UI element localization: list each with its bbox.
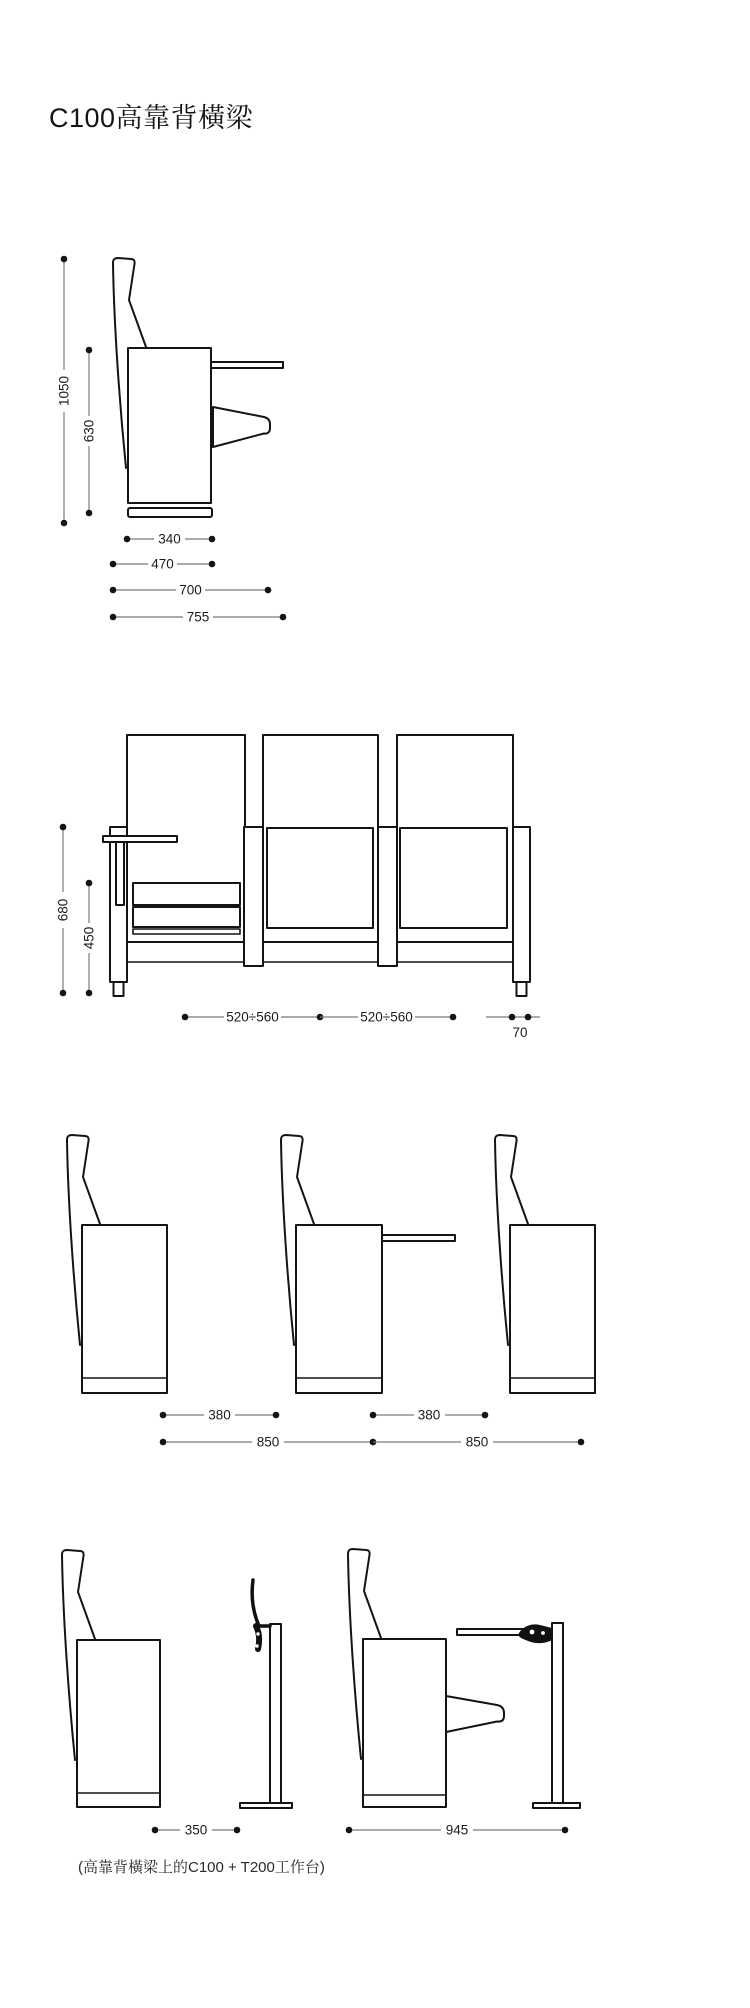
seat-body xyxy=(510,1225,595,1393)
dim-open-depth xyxy=(346,1823,569,1838)
worktable-support xyxy=(116,842,124,905)
dim-label-380b: 380 xyxy=(417,1407,441,1423)
seat-pan-middle xyxy=(267,828,373,928)
dim-label-630: 630 xyxy=(81,419,97,443)
leg-right xyxy=(513,827,530,982)
seat-folded-drawing xyxy=(62,1550,160,1807)
figure-row-spacing xyxy=(40,1130,600,1460)
seat-a-drawing xyxy=(67,1135,167,1393)
dim-seat-top-height xyxy=(82,347,97,517)
row-front-drawing xyxy=(103,735,530,996)
worktable-folded-blade xyxy=(252,1580,259,1626)
dim-clearance-1 xyxy=(160,1408,280,1423)
dim-label-700: 700 xyxy=(179,582,202,598)
seat-body xyxy=(82,1225,167,1393)
armrest-post-2 xyxy=(378,827,397,966)
dim-label-850b: 850 xyxy=(465,1434,489,1450)
dim-label-470: 470 xyxy=(151,556,174,572)
dim-row-pitch-2 xyxy=(373,1435,584,1450)
seat-pan-right xyxy=(400,828,507,928)
stand-post xyxy=(552,1623,563,1803)
dim-label-pitch-2: 520÷560 xyxy=(360,1009,413,1025)
seat-body xyxy=(77,1640,160,1807)
page-title: C100高靠背橫梁 xyxy=(49,103,254,133)
dim-clearance-2 xyxy=(370,1408,489,1423)
dim-label-70: 70 xyxy=(512,1025,528,1040)
dim-label-340: 340 xyxy=(158,531,181,547)
dim-seat-pitch-2 xyxy=(320,1010,456,1025)
dim-row-height xyxy=(56,824,71,997)
stand-foot xyxy=(533,1803,580,1808)
folded-seat-slat-1 xyxy=(133,883,240,905)
dim-label-945: 945 xyxy=(445,1822,469,1838)
dim-backrest-width xyxy=(110,557,216,572)
figure-side-view xyxy=(30,190,360,640)
hinge-pivot-1 xyxy=(530,1630,535,1635)
seat-body xyxy=(363,1639,446,1807)
hinge-pivot-2 xyxy=(541,1631,545,1635)
dim-total-depth xyxy=(110,610,287,625)
armrest xyxy=(446,1696,504,1732)
hinge-pivot-2 xyxy=(255,1644,258,1647)
dim-label-pitch-1: 520÷560 xyxy=(226,1009,279,1025)
hinge-mechanism xyxy=(518,1624,552,1643)
figure-row-front-view xyxy=(40,720,560,1050)
armrest xyxy=(213,407,270,447)
stand-foot xyxy=(240,1803,292,1808)
dim-armrest-height xyxy=(82,880,97,997)
armrest-post-1 xyxy=(244,827,263,966)
stand-folded-drawing xyxy=(240,1580,292,1808)
leg-left-foot xyxy=(114,982,124,996)
dim-label-450: 450 xyxy=(81,926,97,950)
leg-right-foot xyxy=(517,982,527,996)
dim-total-height xyxy=(57,256,72,527)
seat-b-drawing xyxy=(281,1135,455,1393)
dim-row-pitch-1 xyxy=(160,1435,377,1450)
figure-caption: (高靠背橫梁上的C100 + T200工作台) xyxy=(78,1859,325,1876)
dim-seat-pitch-1 xyxy=(182,1010,324,1025)
stand-post xyxy=(270,1624,281,1803)
dim-label-680: 680 xyxy=(55,898,71,922)
dim-label-1050: 1050 xyxy=(56,375,72,407)
seat-side-drawing xyxy=(113,258,283,517)
worktable-arm xyxy=(382,1235,455,1241)
seat-body xyxy=(296,1225,382,1393)
dim-armrest-width xyxy=(486,1014,540,1040)
dim-label-850a: 850 xyxy=(256,1434,280,1450)
folded-seat-edge xyxy=(133,929,240,934)
worktable-top xyxy=(103,836,177,842)
dim-label-755: 755 xyxy=(186,609,210,625)
seat-c-drawing xyxy=(495,1135,595,1393)
dim-seat-width xyxy=(124,532,216,547)
dim-label-350: 350 xyxy=(184,1822,208,1838)
dim-depth-with-table xyxy=(110,583,272,598)
figure-worktable xyxy=(40,1540,600,1850)
folded-seat-slat-2 xyxy=(133,907,240,927)
worktable-arm xyxy=(211,362,283,368)
dim-label-380a: 380 xyxy=(208,1407,231,1423)
hinge-pivot-1 xyxy=(256,1632,259,1635)
dim-folded-depth xyxy=(152,1823,241,1838)
seat-body xyxy=(128,348,211,503)
seat-base-strip xyxy=(128,508,212,517)
seat-open-drawing xyxy=(348,1549,504,1807)
